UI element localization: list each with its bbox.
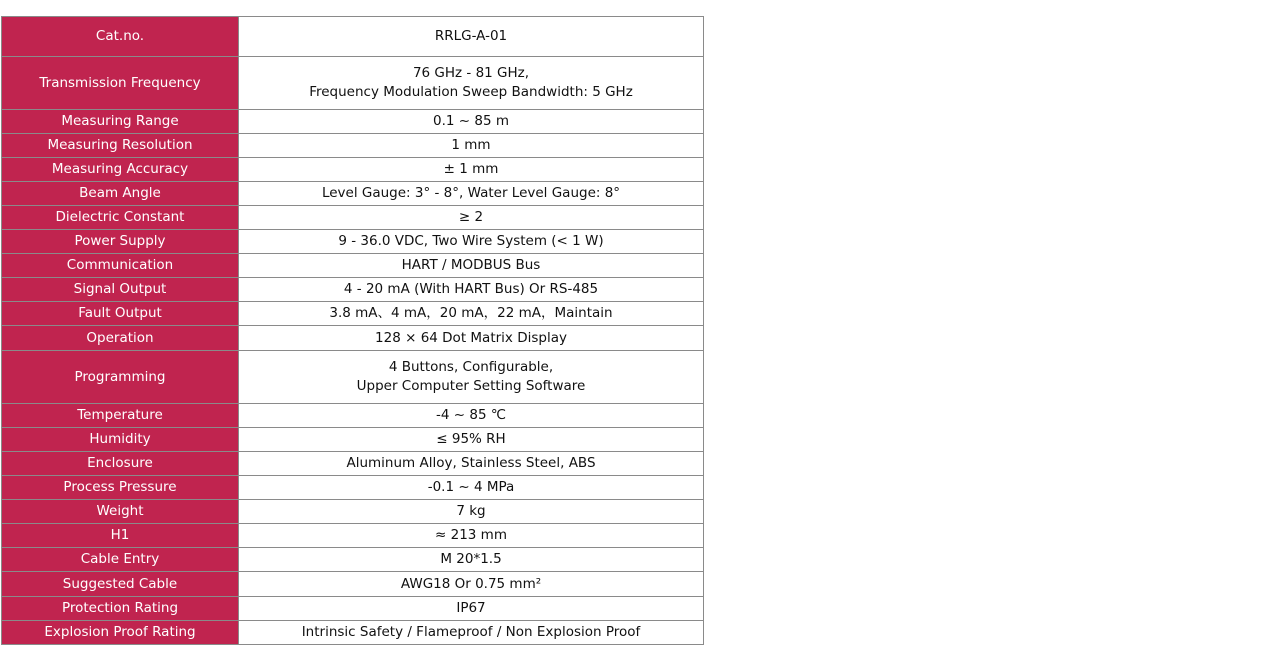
spec-row-suggested-cable <box>2 572 704 597</box>
spec-value <box>239 404 704 428</box>
spec-row-programming <box>2 351 704 404</box>
spec-value-line: ± 1 mm <box>443 161 499 177</box>
spec-label: Dielectric Constant <box>2 206 239 230</box>
spec-value-line: Upper Computer Setting Software <box>356 378 586 394</box>
spec-row-measuring-resolution <box>2 134 704 158</box>
spec-value-line: 9 - 36.0 VDC, Two Wire System (< 1 W) <box>338 233 604 249</box>
spec-value-line: Aluminum Alloy, Stainless Steel, ABS <box>346 455 596 471</box>
spec-value <box>239 110 704 134</box>
spec-row-temperature <box>2 404 704 428</box>
spec-label: Power Supply <box>2 230 239 254</box>
spec-row-weight <box>2 500 704 524</box>
spec-row-enclosure <box>2 452 704 476</box>
spec-row-measuring-range <box>2 110 704 134</box>
spec-value <box>239 548 704 572</box>
spec-label: Transmission Frequency <box>2 57 239 110</box>
spec-row-process-pressure <box>2 476 704 500</box>
spec-value-line: Frequency Modulation Sweep Bandwidth: 5 GHz <box>309 84 633 100</box>
spec-row-fault-output <box>2 302 704 326</box>
spec-value-line: 128 × 64 Dot Matrix Display <box>375 329 567 346</box>
spec-label: Humidity <box>2 428 239 452</box>
spec-value-line: 3.8 mA、4 mA，20 mA，22 mA，Maintain <box>329 305 613 321</box>
spec-label: Weight <box>2 500 239 524</box>
spec-value <box>239 230 704 254</box>
spec-row-explosion-proof-rating <box>2 621 704 645</box>
spec-label: Cat.no. <box>2 17 239 57</box>
spec-label: Protection Rating <box>2 597 239 621</box>
spec-row-measuring-accuracy <box>2 158 704 182</box>
spec-row-protection-rating <box>2 597 704 621</box>
spec-value <box>239 17 704 57</box>
spec-value <box>239 206 704 230</box>
spec-value-line: 7 kg <box>456 503 486 519</box>
spec-label: Suggested Cable <box>2 572 239 597</box>
spec-value <box>239 500 704 524</box>
spec-value-line: Intrinsic Safety / Flameproof / Non Explosion Proof <box>301 624 641 640</box>
spec-row-dielectric-constant <box>2 206 704 230</box>
spec-row-signal-output <box>2 278 704 302</box>
spec-value-line: IP67 <box>456 600 486 616</box>
spec-value-line: HART / MODBUS Bus <box>401 257 541 273</box>
spec-row-cat-no <box>2 17 704 57</box>
spec-value <box>239 597 704 621</box>
spec-label: Measuring Accuracy <box>2 158 239 182</box>
spec-table <box>1 16 704 645</box>
spec-value <box>239 351 704 404</box>
spec-value <box>239 428 704 452</box>
spec-row-beam-angle <box>2 182 704 206</box>
spec-value-line: 1 mm <box>451 137 491 153</box>
spec-value <box>239 572 704 597</box>
spec-label: Explosion Proof Rating <box>2 621 239 645</box>
spec-value <box>239 621 704 645</box>
spec-label: Fault Output <box>2 302 239 326</box>
spec-value <box>239 57 704 110</box>
spec-value <box>239 524 704 548</box>
spec-value-line: M 20*1.5 <box>440 551 502 567</box>
spec-label: Beam Angle <box>2 182 239 206</box>
spec-value <box>239 158 704 182</box>
spec-value-line: 76 GHz - 81 GHz, <box>412 65 530 81</box>
spec-row-power-supply <box>2 230 704 254</box>
spec-value <box>239 254 704 278</box>
spec-value <box>239 182 704 206</box>
spec-value <box>239 452 704 476</box>
spec-row-transmission-frequency <box>2 57 704 110</box>
spec-label: Measuring Range <box>2 110 239 134</box>
spec-value-line: AWG18 Or 0.75 mm² <box>400 575 542 592</box>
spec-label: Enclosure <box>2 452 239 476</box>
spec-label: Measuring Resolution <box>2 134 239 158</box>
spec-value-line: Level Gauge: 3° - 8°, Water Level Gauge: 8° <box>321 185 621 201</box>
spec-label: H1 <box>2 524 239 548</box>
spec-value-line: 4 Buttons, Configurable, <box>388 359 554 375</box>
spec-value-line: ≈ 213 mm <box>435 527 507 543</box>
spec-label: Programming <box>2 351 239 404</box>
spec-value-line: 0.1 ~ 85 m <box>433 113 509 129</box>
spec-row-operation <box>2 326 704 351</box>
spec-value <box>239 476 704 500</box>
spec-value-line: ≤ 95% RH <box>436 431 506 447</box>
spec-row-h1 <box>2 524 704 548</box>
spec-value <box>239 326 704 351</box>
spec-label: Signal Output <box>2 278 239 302</box>
spec-value-line: -4 ~ 85 ℃ <box>436 407 506 423</box>
spec-label: Communication <box>2 254 239 278</box>
spec-value <box>239 278 704 302</box>
spec-row-communication <box>2 254 704 278</box>
spec-row-humidity <box>2 428 704 452</box>
spec-value-line: -0.1 ~ 4 MPa <box>427 479 515 495</box>
spec-row-cable-entry <box>2 548 704 572</box>
spec-label: Cable Entry <box>2 548 239 572</box>
spec-value <box>239 134 704 158</box>
spec-value-line: RRLG-A-01 <box>434 28 508 44</box>
spec-label: Process Pressure <box>2 476 239 500</box>
spec-value-line: ≥ 2 <box>458 209 484 225</box>
spec-value <box>239 302 704 326</box>
spec-value-line: 4 - 20 mA (With HART Bus) Or RS-485 <box>343 281 599 297</box>
spec-label: Operation <box>2 326 239 351</box>
spec-label: Temperature <box>2 404 239 428</box>
